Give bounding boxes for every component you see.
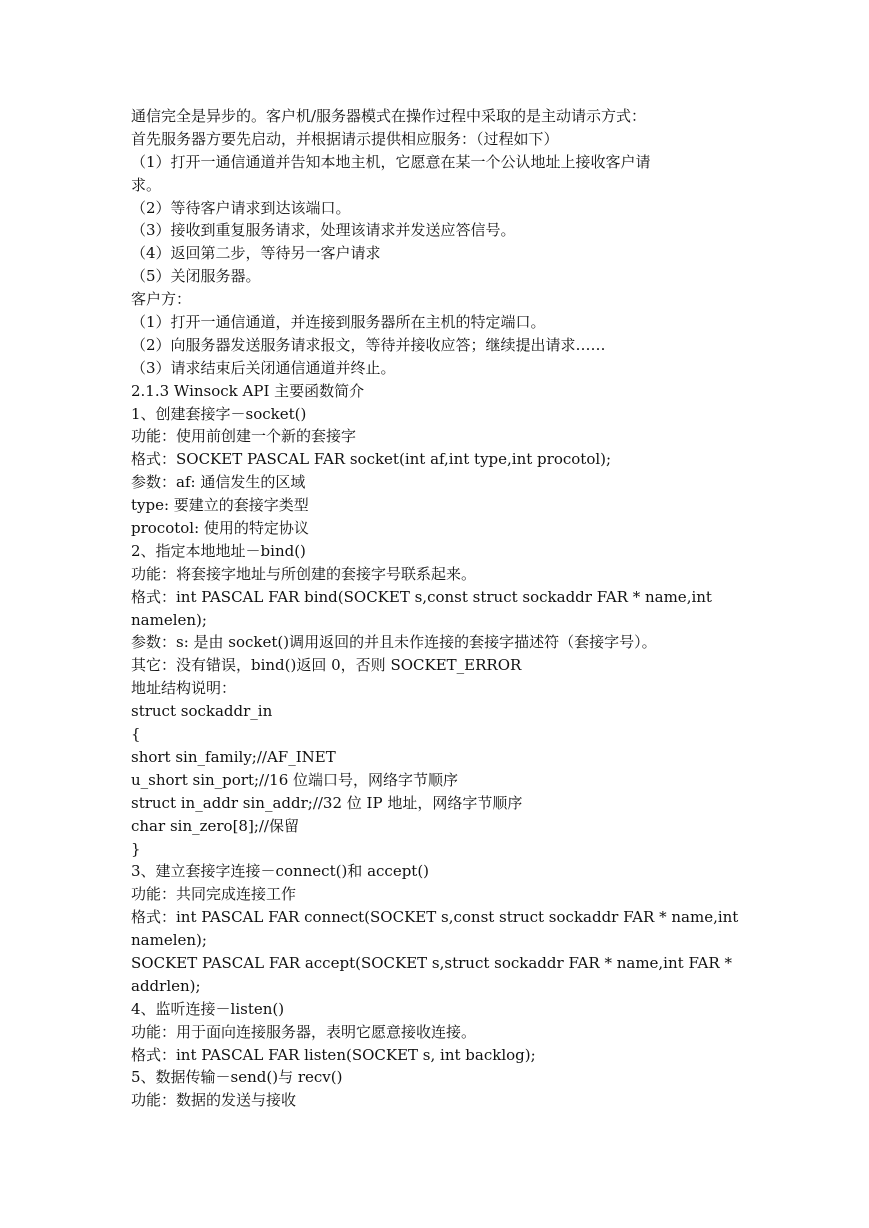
text-line: char sin_zero[8];//保留 <box>131 816 299 835</box>
text-line: } <box>131 839 141 858</box>
text-line: 格式：int PASCAL FAR connect(SOCKET s,const struct sockaddr FAR * name,int <box>131 908 739 927</box>
text-line: 格式：SOCKET PASCAL FAR socket(int af,int type,int procotol); <box>131 450 612 469</box>
text-line: struct in_addr sin_addr;//32 位 IP 地址，网络字节顺序 <box>131 793 523 812</box>
text-line: 2、指定本地地址－bind() <box>131 541 306 560</box>
text-line: 3、建立套接字连接－connect()和 accept() <box>131 862 430 881</box>
text-line: 功能：将套接字地址与所创建的套接字号联系起来。 <box>131 564 477 583</box>
text-line: procotol: 使用的特定协议 <box>131 519 309 538</box>
text-line: 格式：int PASCAL FAR bind(SOCKET s,const struct sockaddr FAR * name,int <box>131 587 712 606</box>
text-line: 客户方： <box>131 290 192 309</box>
text-line: u_short sin_port;//16 位端口号，网络字节顺序 <box>131 770 459 789</box>
text-line: （1）打开一通信通道并告知本地主机，它愿意在某一个公认地址上接收客户请 <box>131 152 651 171</box>
text-line: 参数：s: 是由 socket()调用返回的并且未作连接的套接字描述符（套接字号）。 <box>131 633 657 652</box>
text-line: SOCKET PASCAL FAR accept(SOCKET s,struct sockaddr FAR * name,int FAR * <box>131 953 732 972</box>
text-line: （1）打开一通信通道，并连接到服务器所在主机的特定端口。 <box>131 313 546 332</box>
text-line: 1、创建套接字－socket() <box>131 404 307 423</box>
text-line: （3）接收到重复服务请求，处理该请求并发送应答信号。 <box>131 221 516 240</box>
text-line: struct sockaddr_in <box>131 702 273 721</box>
text-line: type: 要建立的套接字类型 <box>131 496 309 515</box>
text-line: （5）关闭服务器。 <box>131 267 261 286</box>
text-line: 功能：使用前创建一个新的套接字 <box>131 427 357 446</box>
text-line: { <box>131 725 141 744</box>
text-line: 格式：int PASCAL FAR listen(SOCKET s, int backlog); <box>131 1045 536 1064</box>
text-line: （4）返回第二步，等待另一客户请求 <box>131 244 381 263</box>
text-line: 其它：没有错误，bind()返回 0，否则 SOCKET_ERROR <box>131 656 522 675</box>
text-line: 功能：共同完成连接工作 <box>131 885 297 904</box>
text-line: 参数：af: 通信发生的区域 <box>131 473 306 492</box>
text-line: addrlen); <box>131 976 201 995</box>
text-line: 地址结构说明： <box>131 679 237 698</box>
text-line: （2）等待客户请求到达该端口。 <box>131 198 351 217</box>
text-line: 功能：数据的发送与接收 <box>131 1091 297 1110</box>
text-line: 通信完全是异步的。客户机/服务器模式在操作过程中采取的是主动请示方式： <box>131 107 647 125</box>
text-line: 4、监听连接－listen() <box>131 999 285 1018</box>
text-line: （3）请求结束后关闭通信通道并终止。 <box>131 358 396 377</box>
text-line: namelen); <box>131 610 207 629</box>
text-line: namelen); <box>131 931 207 950</box>
document-body <box>131 105 743 1112</box>
text-line: 5、数据传输－send()与 recv() <box>131 1068 343 1087</box>
text-line: 首先服务器方要先启动，并根据请示提供相应服务：（过程如下） <box>131 129 559 148</box>
text-line: short sin_family;//AF_INET <box>131 747 336 766</box>
text-line: 2.1.3 Winsock API 主要函数简介 <box>131 381 365 400</box>
text-line: 功能：用于面向连接服务器，表明它愿意接收连接。 <box>131 1022 477 1041</box>
text-line: 求。 <box>131 175 162 194</box>
text-line: （2）向服务器发送服务请求报文，等待并接收应答；继续提出请求…… <box>131 335 606 354</box>
